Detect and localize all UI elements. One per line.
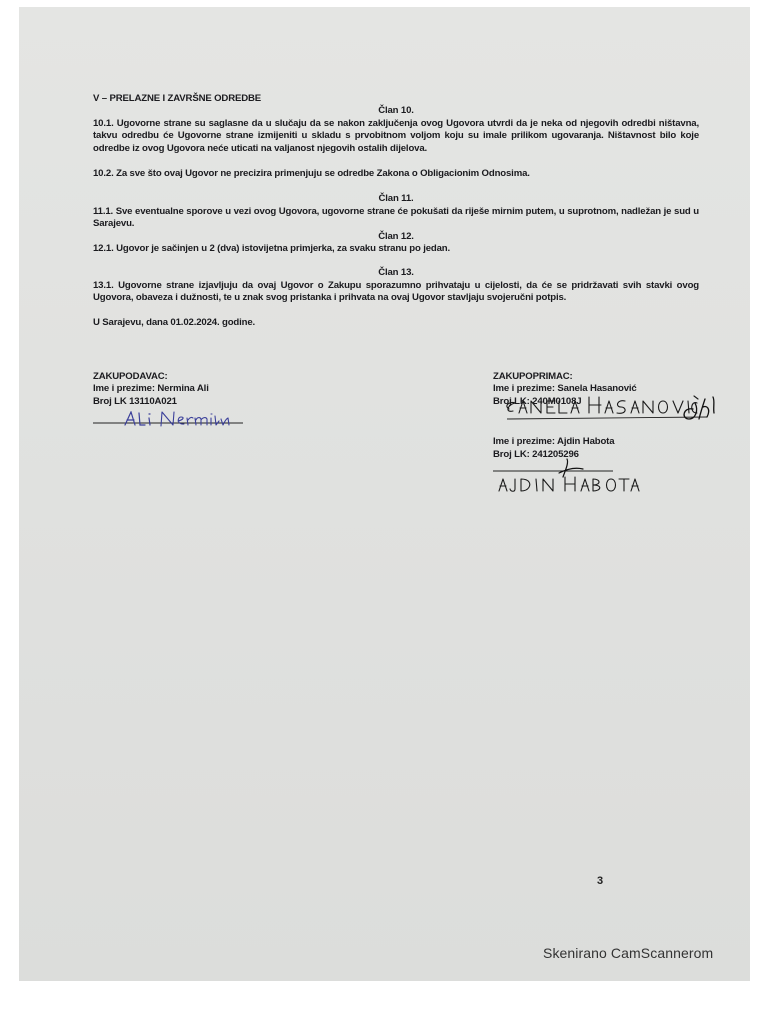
document-body <box>93 93 699 329</box>
lessee2-name: Ime i prezime: Ajdin Habota <box>493 436 615 448</box>
article-11-title: Član 11. <box>378 193 414 205</box>
paragraph-13-1: 13.1. Ugovorne strane izjavljuju da ovaj Ugovor o Zakupu sporazumno prihvataju u cijelosti, da će se pridržavati svih stavki ovog Ugovora, obaveza i dužnosti, te u znak svog pristanka i prihvata na ovaj Ugovor stavljaju svojeručni potpis. <box>93 279 699 304</box>
paragraph-11-1: 11.1. Sve eventualne sporove u vezi ovog Ugovora, ugovorne strane će pokušati da riješe mirnim putem, u suprotnom, nadležan je sud u Sarajevu. <box>93 205 699 230</box>
lessee1-name: Ime i prezime: Sanela Hasanović <box>493 383 637 395</box>
lessee2-id: Broj LK: 241205296 <box>493 448 579 460</box>
lessee-heading: ZAKUPOPRIMAC: <box>493 371 573 382</box>
article-12-title: Član 12. <box>378 230 414 242</box>
lessee1-signature <box>493 383 750 423</box>
paragraph-10-2: 10.2. Za sve što ovaj Ugovor ne precizira primenjuju se odredbe Zakona o Obligacionim Odnosima. <box>93 168 530 180</box>
page-number: 3 <box>597 875 604 887</box>
lessor-heading: ZAKUPODAVAC: <box>93 371 168 382</box>
scanned-page <box>19 7 750 981</box>
paragraph-10-1: 10.1. Ugovorne strane su saglasne da u slučaju da se nakon zaključenja ovog Ugovora utvrdi da je neka od njegovih odredbi ništavna, takvu odredbu će Ugovorne strane izmijeniti u skladu s prvobitnom voljom koju su imale prilikom ugovaranja. Ništavnost bilo koje odredbe iz ovog Ugovora neće uticati na valjanost njegovih ostalih dijelova. <box>93 117 699 154</box>
section-title: V – PRELAZNE I ZAVRŠNE ODREDBE <box>93 93 262 104</box>
lessor-id: Broj LK 13110A021 <box>93 395 177 407</box>
article-13-title: Član 13. <box>378 267 414 279</box>
lessee-block <box>493 371 699 461</box>
article-10-title: Član 10. <box>378 105 414 117</box>
lessor-signature <box>93 411 253 433</box>
camscanner-watermark: Skenirano CamScannerom <box>543 945 714 961</box>
lessor-block <box>93 371 313 408</box>
place-date: U Sarajevu, dana 01.02.2024. godine. <box>93 316 256 328</box>
lessee1-id: Broj LK: 240M0108J <box>493 395 582 407</box>
lessee2-signature <box>493 457 643 497</box>
paragraph-12-1: 12.1. Ugovor je sačinjen u 2 (dva) istovijetna primjerka, za svaku stranu po jedan. <box>93 243 451 255</box>
lessor-name: Ime i prezime: Nermina Ali <box>93 383 209 395</box>
